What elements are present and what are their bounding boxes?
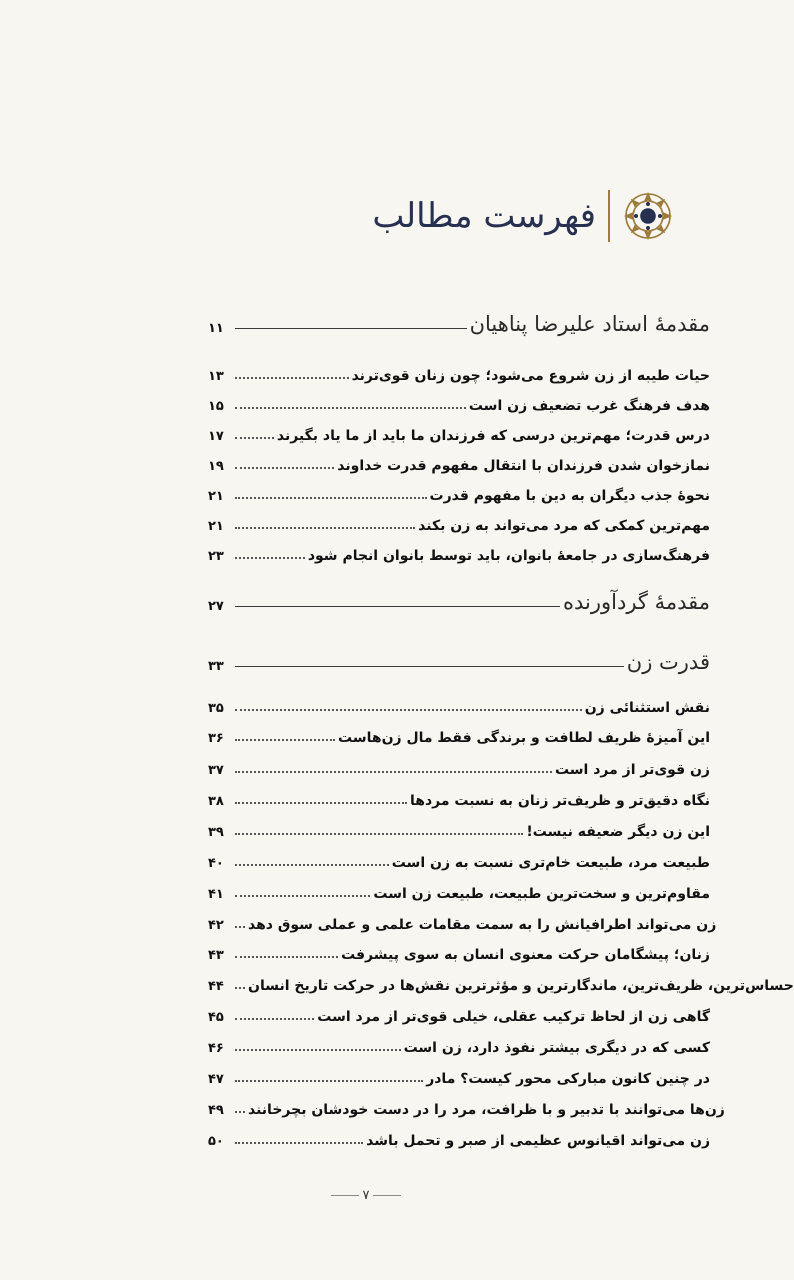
rosette-icon (622, 190, 674, 242)
item-page-number: ۴۶ (208, 1041, 224, 1056)
dot-leader (235, 1018, 314, 1020)
item-page-number: ۳۷ (208, 763, 224, 778)
item-page-number: ۲۳ (208, 549, 224, 564)
footer-rule-right (373, 1195, 401, 1196)
dot-leader (235, 1111, 245, 1113)
item-title: زن می‌تواند اطرافیانش را به سمت مقامات علمی و عملی سوق دهد (248, 917, 717, 933)
toc-item-row[interactable] (208, 1102, 725, 1118)
dot-leader (235, 527, 415, 529)
item-page-number: ۱۵ (208, 399, 224, 414)
dot-leader (235, 377, 349, 379)
toc-item-row[interactable] (208, 917, 717, 933)
item-title: حساس‌ترین، ظریف‌ترین، ماندگارترین و مؤثرترین نقش‌ها در حرکت تاریخ انسان (248, 978, 794, 994)
item-page-number: ۱۳ (208, 369, 224, 384)
item-title: هدف فرهنگ غرب تضعیف زن است (468, 398, 710, 414)
item-title: نمازخوان شدن فرزندان با انتقال مفهوم قدرت خداوند (337, 458, 710, 474)
toc-item-row[interactable] (208, 518, 710, 534)
toc-item-row[interactable] (208, 824, 710, 840)
section-title: قدرت زن (626, 650, 710, 674)
dot-leader (235, 1142, 363, 1144)
dot-leader (235, 467, 334, 469)
item-title: طبیعت مرد، طبیعت خام‌تری نسبت به زن است (391, 855, 710, 871)
toc-item-row[interactable] (208, 730, 710, 746)
item-page-number: ۴۱ (208, 887, 224, 902)
section-page-number: ۱۱ (208, 321, 224, 336)
item-title: در چنین کانون مبارکی محور کیست؟ مادر (426, 1071, 710, 1087)
item-title: نحوهٔ جذب دیگران به دین با مفهوم قدرت (429, 488, 710, 504)
toc-item-row[interactable] (208, 1009, 710, 1025)
dot-leader (235, 771, 552, 773)
item-page-number: ۱۹ (208, 459, 224, 474)
item-title: زن قوی‌تر از مرد است (554, 762, 710, 778)
item-title: درس قدرت؛ مهم‌ترین درسی که فرزندان ما باید از ما یاد بگیرند (276, 428, 710, 444)
item-page-number: ۴۷ (208, 1072, 224, 1087)
item-title: نگاه دقیق‌تر و ظریف‌تر زنان به نسبت مردها (409, 793, 710, 809)
toc-item-row[interactable] (208, 368, 710, 384)
dot-leader (235, 739, 335, 741)
dot-leader (235, 833, 523, 835)
item-title: زن می‌تواند اقیانوس عظیمی از صبر و تحمل باشد (366, 1133, 710, 1149)
dot-leader (235, 987, 245, 989)
header-divider (608, 190, 610, 242)
item-title: مقاوم‌ترین و سخت‌ترین طبیعت، طبیعت زن است (373, 886, 710, 902)
item-title: این زن دیگر ضعیفه نیست! (526, 824, 710, 840)
item-page-number: ۴۴ (208, 979, 224, 994)
toc-item-row[interactable] (208, 1133, 710, 1149)
dot-leader (235, 864, 389, 866)
toc-section-row[interactable] (208, 590, 710, 614)
toc-item-row[interactable] (208, 793, 710, 809)
item-page-number: ۳۹ (208, 825, 224, 840)
dot-leader (235, 802, 407, 804)
page-title: فهرست مطالب (372, 196, 596, 236)
dot-leader (235, 956, 338, 958)
item-page-number: ۲۱ (208, 489, 224, 504)
toc-item-row[interactable] (208, 947, 710, 963)
dot-leader (235, 895, 370, 897)
item-title: زن‌ها می‌توانند با تدبیر و با ظرافت، مرد را در دست خودشان بچرخانند (248, 1102, 725, 1118)
item-title: نقش استثنائی زن (584, 700, 710, 716)
footer-rule-left (331, 1195, 359, 1196)
section-page-number: ۲۷ (208, 599, 224, 614)
item-title: این آمیزهٔ ظریف لطافت و برندگی فقط مال زن‌هاست (338, 730, 710, 746)
toc-item-row[interactable] (208, 428, 710, 444)
toc-item-row[interactable] (208, 978, 794, 994)
item-title: کسی که در دیگری بیشتر نفوذ دارد، زن است (403, 1040, 710, 1056)
toc-item-row[interactable] (208, 458, 710, 474)
toc-section-row[interactable] (208, 650, 710, 674)
dot-leader (235, 437, 274, 439)
toc-item-row[interactable] (208, 1071, 710, 1087)
item-page-number: ۴۲ (208, 918, 224, 933)
section-page-number: ۳۳ (208, 659, 224, 674)
item-title: گاهی زن از لحاظ ترکیب عقلی، خیلی قوی‌تر از مرد است (317, 1009, 710, 1025)
toc-item-row[interactable] (208, 700, 710, 716)
toc-item-row[interactable] (208, 488, 710, 504)
item-page-number: ۲۱ (208, 519, 224, 534)
page-number: ۷ (362, 1188, 370, 1203)
item-title: زنان؛ پیشگامان حرکت معنوی انسان به سوی پیشرفت (341, 947, 710, 963)
toc-item-row[interactable] (208, 762, 710, 778)
item-page-number: ۵۰ (208, 1134, 224, 1149)
item-page-number: ۴۰ (208, 856, 224, 871)
section-rule (235, 606, 560, 607)
page-footer (0, 1188, 732, 1203)
item-page-number: ۳۸ (208, 794, 224, 809)
dot-leader (235, 709, 582, 711)
dot-leader (235, 1049, 401, 1051)
item-title: فرهنگ‌سازی در جامعهٔ بانوان، باید توسط بانوان انجام شود (307, 548, 710, 564)
dot-leader (235, 407, 466, 409)
item-title: مهم‌ترین کمکی که مرد می‌تواند به زن بکند (418, 518, 710, 534)
toc-section-row[interactable] (208, 312, 710, 336)
toc-header (372, 190, 674, 242)
dot-leader (235, 497, 427, 499)
toc-item-row[interactable] (208, 855, 710, 871)
toc-item-row[interactable] (208, 1040, 710, 1056)
toc-item-row[interactable] (208, 398, 710, 414)
item-page-number: ۴۵ (208, 1010, 224, 1025)
toc-item-row[interactable] (208, 548, 710, 564)
item-page-number: ۴۳ (208, 948, 224, 963)
item-page-number: ۳۵ (208, 701, 224, 716)
item-title: حیات طیبه از زن شروع می‌شود؛ چون زنان قوی‌ترند (351, 368, 710, 384)
section-rule (235, 666, 624, 667)
dot-leader (235, 557, 305, 559)
dot-leader (235, 1080, 423, 1082)
item-page-number: ۴۹ (208, 1103, 224, 1118)
section-title: مقدمهٔ استاد علیرضا پناهیان (469, 312, 710, 336)
toc-item-row[interactable] (208, 886, 710, 902)
section-rule (235, 328, 467, 329)
dot-leader (235, 926, 245, 928)
item-page-number: ۱۷ (208, 429, 224, 444)
item-page-number: ۳۶ (208, 731, 224, 746)
section-title: مقدمهٔ گردآورنده (563, 590, 710, 614)
